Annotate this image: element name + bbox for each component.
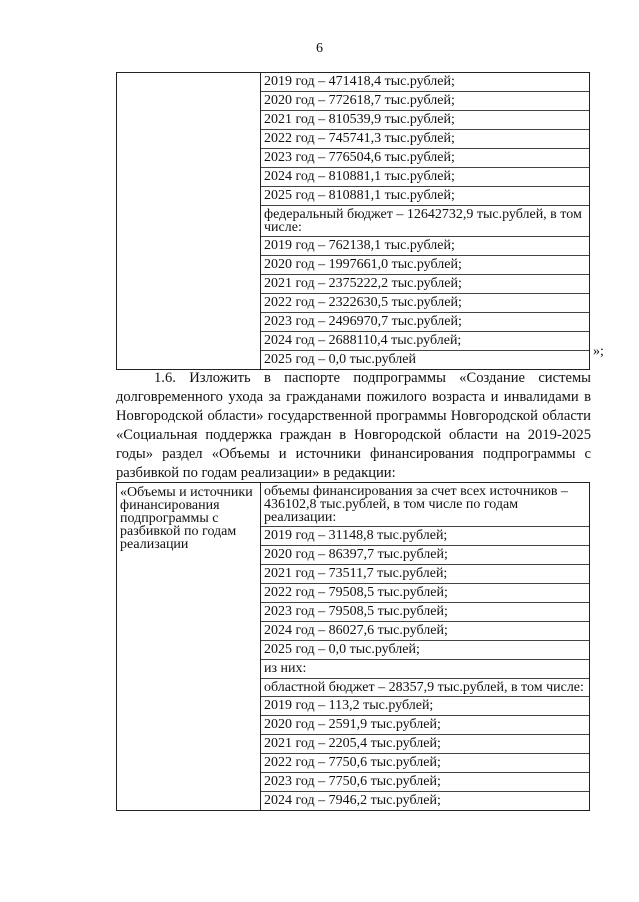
table-line: 2022 год – 7750,6 тыс.рублей; xyxy=(261,754,589,773)
table-left-column xyxy=(117,73,261,370)
table-line-federal-budget: федеральный бюджет – 12642732,9 тыс.рублей, в том числе: xyxy=(261,206,589,237)
table-line: 2019 год – 471418,4 тыс.рублей; xyxy=(261,73,589,92)
closing-quote: »; xyxy=(593,344,604,359)
section-heading-cell: «Объемы и источники финансирования подпрограммы с разбивкой по годам реализации xyxy=(120,485,253,552)
table-line: 2022 год – 79508,5 тыс.рублей; xyxy=(261,584,589,603)
table-line: 2023 год – 2496970,7 тыс.рублей; xyxy=(261,313,589,332)
table-line: 2020 год – 2591,9 тыс.рублей; xyxy=(261,716,589,735)
table-line: 2022 год – 2322630,5 тыс.рублей; xyxy=(261,294,589,313)
table-left-column xyxy=(117,483,261,811)
table-line: из них: xyxy=(261,660,589,679)
table-line: 2025 год – 0,0 тыс.рублей; xyxy=(261,641,589,660)
table-line: 2023 год – 776504,6 тыс.рублей; xyxy=(261,149,589,168)
table-line: 2023 год – 7750,6 тыс.рублей; xyxy=(261,773,589,792)
table-line: 2021 год – 2205,4 тыс.рублей; xyxy=(261,735,589,754)
table-line: 2019 год – 762138,1 тыс.рублей; xyxy=(261,237,589,256)
table-line-total: объемы финансирования за счет всех источников – 436102,8 тыс.рублей, в том числе по годам реализации: xyxy=(261,483,589,527)
table-line: 2021 год – 73511,7 тыс.рублей; xyxy=(261,565,589,584)
table-line: 2019 год – 31148,8 тыс.рублей; xyxy=(261,527,589,546)
table-line: 2025 год – 810881,1 тыс.рублей; xyxy=(261,187,589,206)
table-line: 2024 год – 7946,2 тыс.рублей; xyxy=(264,793,441,808)
table-line-regional-budget: областной бюджет – 28357,9 тыс.рублей, в том числе: xyxy=(261,679,589,697)
table-line: 2024 год – 810881,1 тыс.рублей; xyxy=(261,168,589,187)
table-line: 2021 год – 2375222,2 тыс.рублей; xyxy=(261,275,589,294)
table-line: 2020 год – 772618,7 тыс.рублей; xyxy=(261,92,589,111)
table-line: 2024 год – 86027,6 тыс.рублей; xyxy=(261,622,589,641)
table-line: 2025 год – 0,0 тыс.рублей xyxy=(264,352,416,367)
financing-table-new xyxy=(116,482,590,811)
table-line: 2022 год – 745741,3 тыс.рублей; xyxy=(261,130,589,149)
table-line: 2020 год – 1997661,0 тыс.рублей; xyxy=(261,256,589,275)
table-right-column xyxy=(261,483,590,811)
amendment-paragraph: 1.6. Изложить в паспорте подпрограммы «Создание системы долговременного ухода за гражданами пожилого возраста и инвалидами в Новгородской области» государственной программы Новгородской области «Социальная поддержка граждан в Новгородской области на 2019-2025 годы» раздел «Объемы и источники финансирования подпрограммы с разбивкой по годам реализации» в редакции: xyxy=(116,370,591,481)
table-line: 2019 год – 113,2 тыс.рублей; xyxy=(261,697,589,716)
table-right-column xyxy=(261,73,590,370)
table-line: 2024 год – 2688110,4 тыс.рублей; xyxy=(261,332,589,351)
page-number: 6 xyxy=(316,41,323,56)
table-line: 2020 год – 86397,7 тыс.рублей; xyxy=(261,546,589,565)
table-line: 2023 год – 79508,5 тыс.рублей; xyxy=(261,603,589,622)
financing-table-continued xyxy=(116,72,590,370)
table-line: 2021 год – 810539,9 тыс.рублей; xyxy=(261,111,589,130)
